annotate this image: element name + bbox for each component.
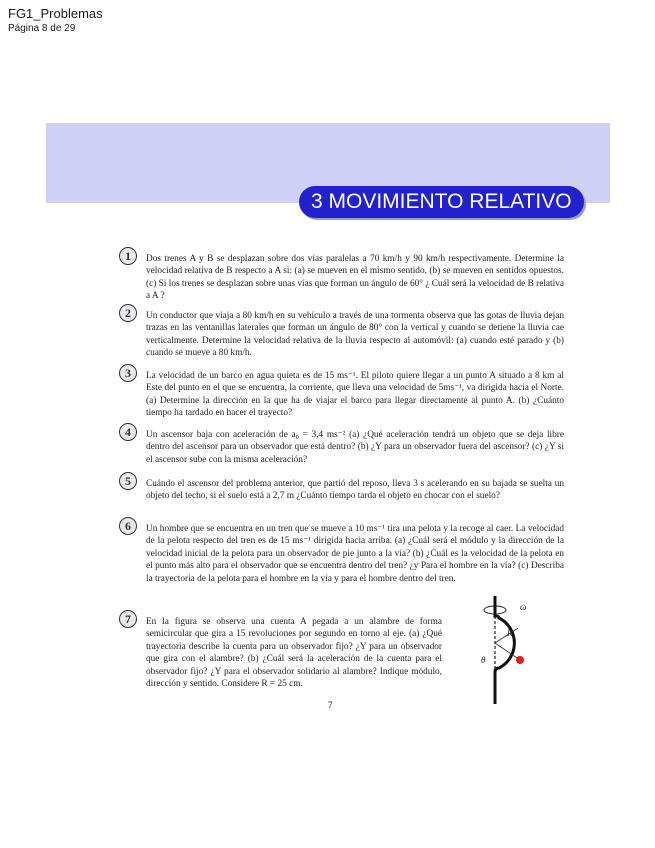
problem-number: 5 — [119, 472, 137, 490]
page-number: 7 — [328, 700, 333, 710]
problem-number: 3 — [119, 364, 137, 382]
problem-text: La velocidad de un barco en agua quieta es de 15 ms⁻¹. El piloto quiere llegar a un punto A situado a 8 km al Este del punto en el que se encuentra, la corriente, que lleva una velocidad de 5ms⁻¹, va dirigida hacia el Norte. (a) Determine la dirección en la que ha de viajar el barco para llegar directamente al punto A. (b) ¿Cuánto tiempo ha tardado en hacer el trayecto? — [146, 371, 564, 419]
chapter-title: 3 MOVIMIENTO RELATIVO — [299, 186, 584, 218]
problem-text: En la figura se observa una cuenta A pegada a un alambre de forma semicircular que gira a 15 revoluciones por segundo en torno al eje. (a) ¿Qué trayectoria describe la cuenta para un observador fijo? ¿Y para un observador que gira con el alambre? (b) ¿Cuál será la aceleración de la cuenta para el observador fijo? ¿Y para el observador solidario al alambre? Indique módulo, dirección y sentido. Considere R = 25 cm. — [146, 617, 442, 690]
problem-number: 4 — [119, 423, 137, 441]
header-page: Página 8 de 29 — [8, 23, 76, 34]
problem-text: Un ascensor baja con aceleración de a₀ = 3,4 ms⁻² (a) ¿Qué aceleración tendrá un objeto que se deja libre dentro del ascensor para un observador que está dentro? (b) ¿Y para un observador fuera del ascensor? (c) ¿Y si el ascensor sube con la misma aceleración? — [146, 430, 564, 465]
problem-text: Un conductor que viaja a 80 km/h en su vehículo a través de una tormenta observa que las gotas de lluvia dejan trazas en las ventanillas laterales que forman un ángulo de 80° con la vertical y cuando se detiene la lluvia cae verticalmente. Determine la velocidad relativa de la lluvia respecto al automóvil: (a) cuando esté parado y (b) cuando se mueve a 80 km/h. — [146, 311, 564, 359]
problem-text: Dos trenes A y B se desplazan sobre dos vías paralelas a 70 km/h y 90 km/h respectivamente. Determine la velocidad relativa de B respecto a A si: (a) se mueven en el mismo sentido, (b) se mueven en sentidos opuestos. (c) Si los trenes se desplazan sobre unas vías que forman un ángulo de 60° ¿ Cuál será la velocidad de B relativa a A ? — [146, 254, 564, 302]
problem-number: 7 — [119, 610, 137, 628]
radius-label: R — [507, 628, 513, 638]
problem-text: Un hombre que se encuentra en un tren que se mueve a 10 ms⁻¹ tira una pelota y la recoge al caer. La velocidad de la pelota respecto del tren es de 15 ms⁻¹ dirigida hacia arriba. (a) ¿Cuál será el módulo y la dirección de la velocidad inicial de la pelota para un observador de pie junto a la vía? (b) ¿Cuál es la velocidad de la pelota en el punto más alto para el observador que se encuentra dentro del tren? ¿y Para el hombre en la vía? (c) Describa la trayectoria de la pelota para el hombre en la vía y para el hombre dentro del tren. — [146, 524, 564, 584]
wire-figure — [474, 596, 546, 704]
angle-line — [495, 643, 520, 660]
problem-number: 2 — [119, 304, 137, 322]
angle-label: θ — [481, 655, 486, 665]
problem-number: 6 — [119, 517, 137, 535]
problem-text: Cuándo el ascensor del problema anterior, que partió del reposo, lleva 3 s acelerando en su bajada se suelta un objeto del techo, si el suelo está a 2,7 m ¿Cuánto tiempo tarda el objeto en chocar con el suelo? — [146, 479, 564, 502]
omega-label: ω — [520, 602, 527, 612]
problem-number: 1 — [119, 247, 137, 265]
bead — [516, 656, 524, 664]
header-title: FG1_Problemas — [8, 6, 103, 21]
